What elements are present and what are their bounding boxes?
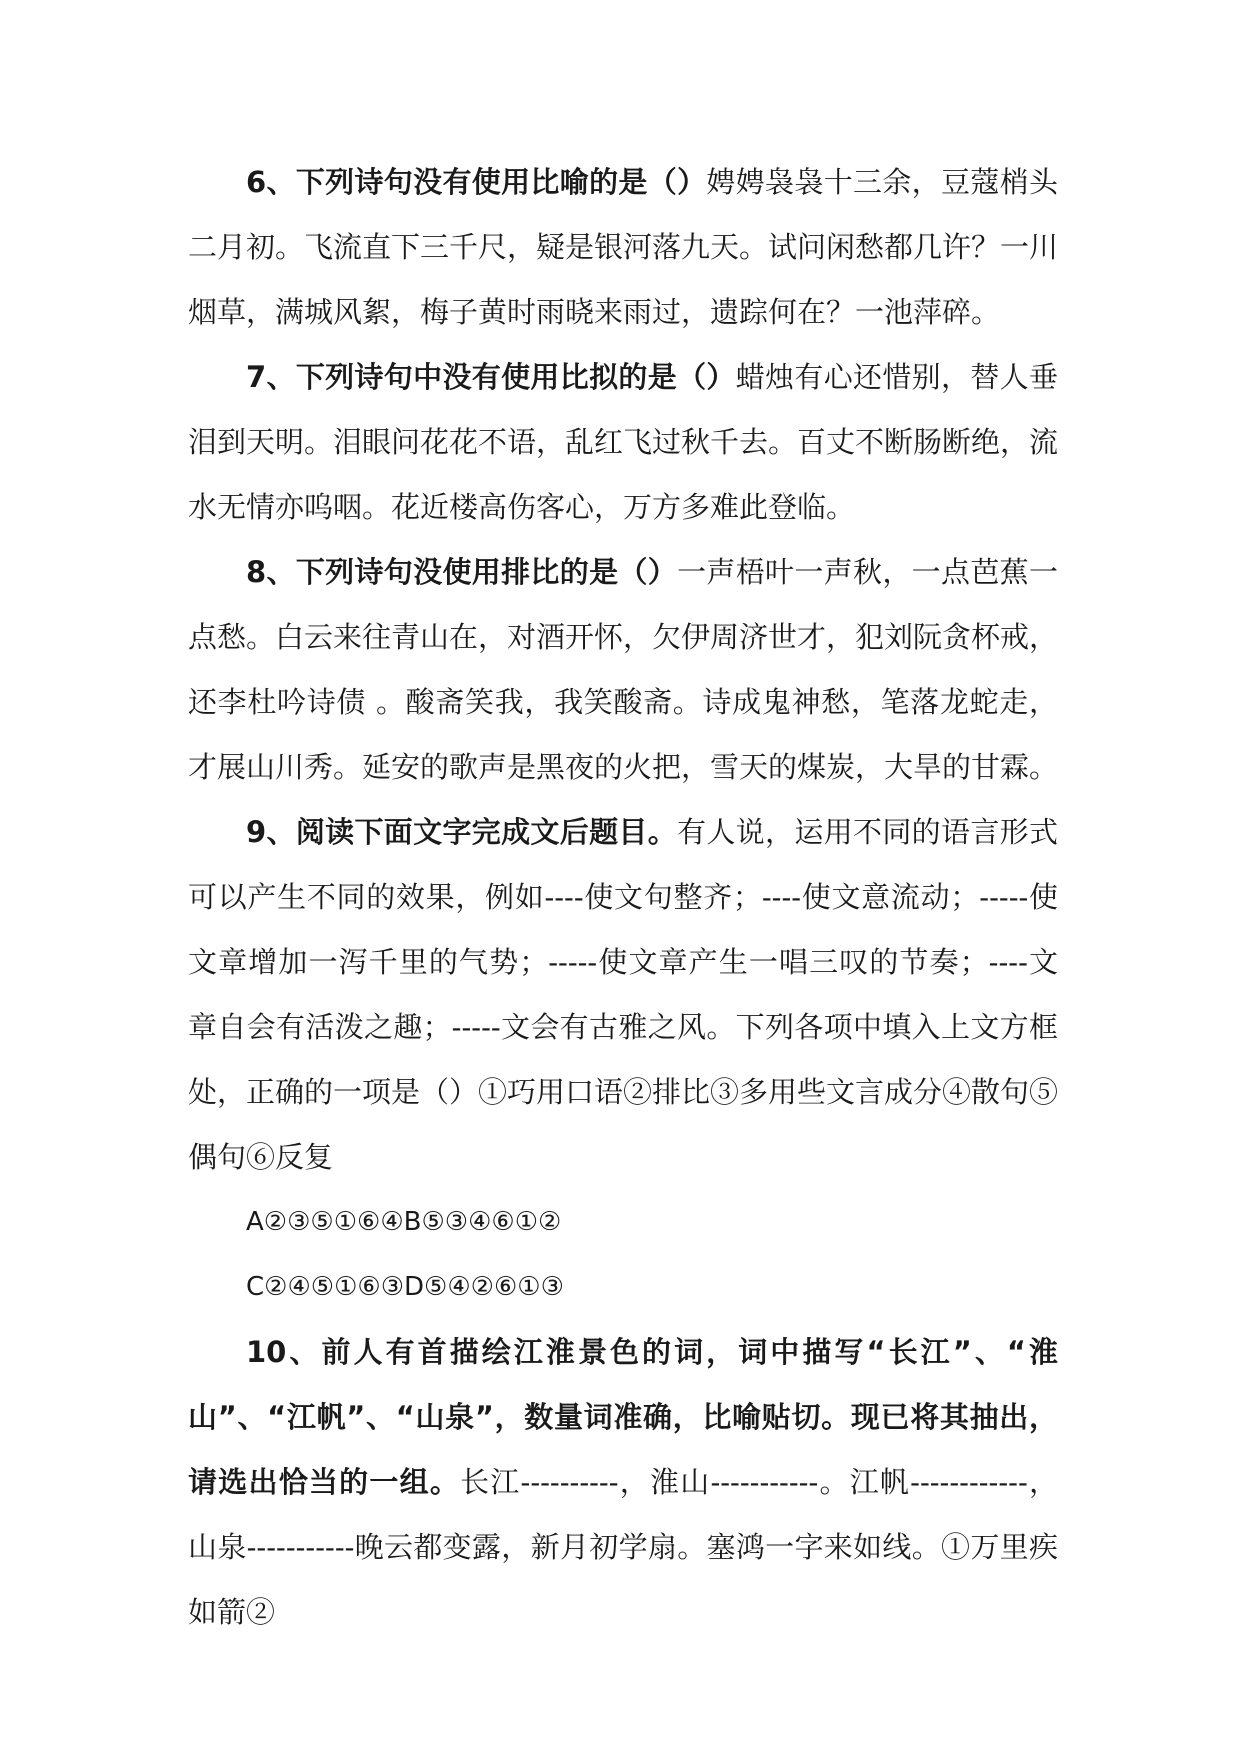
- document-page: [188, 150, 1058, 1645]
- question-stem: 7、下列诗句中没有使用比拟的是（）: [246, 360, 736, 394]
- question-8: [188, 540, 1058, 800]
- question-stem: 10、前人有首描绘江淮景色的词，词中描写“长江”、“淮山”、“江帆”、“山泉”，数量词准确，比喻贴切。现已将其抽出，请选出恰当的一组。: [188, 1335, 1058, 1499]
- question-body: 有人说，运用不同的语言形式可以产生不同的效果，例如----使文句整齐；----使文意流动；-----使文章增加一泻千里的气势；-----使文章产生一唱三叹的节奏；----文章自会有活泼之趣；-----文会有古雅之风。下列各项中填入上文方框处，正确的一项是（）①巧用口语②排比③多用些文言成分④散句⑤偶句⑥反复: [188, 815, 1059, 1174]
- question-9: [188, 800, 1058, 1190]
- question-7: [188, 345, 1058, 540]
- question-stem: 9、阅读下面文字完成文后题目。: [246, 815, 678, 849]
- answer-options: A②③⑤①⑥④B⑤③④⑥①②: [246, 1207, 562, 1237]
- question-stem: 8、下列诗句没使用排比的是（）: [246, 555, 678, 589]
- question-6: [188, 150, 1058, 345]
- question-body: 一声梧叶一声秋，一点芭蕉一点愁。白云来往青山在，对酒开怀，欠伊周济世才，犯刘阮贪杯戒，还李杜吟诗债 。酸斋笑我，我笑酸斋。诗成鬼神愁，笔落龙蛇走，才展山川秀。延安的歌声是黑夜的火把，雪天的煤炭，大旱的甘霖。: [188, 555, 1059, 784]
- question-10: [188, 1320, 1058, 1645]
- question-body: 长江----------，淮山-----------。江帆------------，山泉-----------晚云都变露，新月初学扇。塞鸿一字来如线。①万里疾如箭②: [188, 1465, 1058, 1629]
- question-body: 蜡烛有心还惜别，替人垂泪到天明。泪眼问花花不语，乱红飞过秋千去。百丈不断肠断绝，流水无情亦呜咽。花近楼高伤客心，万方多难此登临。: [188, 360, 1059, 524]
- question-stem: 6、下列诗句没有使用比喻的是（）: [246, 165, 707, 199]
- question-body: 娉娉袅袅十三余，豆蔻梢头二月初。飞流直下三千尺，疑是银河落九天。试问闲愁都几许？一川烟草，满城风絮，梅子黄时雨晓来雨过，遗踪何在？一池萍碎。: [188, 165, 1059, 329]
- answer-options: C②④⑤①⑥③D⑤④②⑥①③: [246, 1272, 564, 1302]
